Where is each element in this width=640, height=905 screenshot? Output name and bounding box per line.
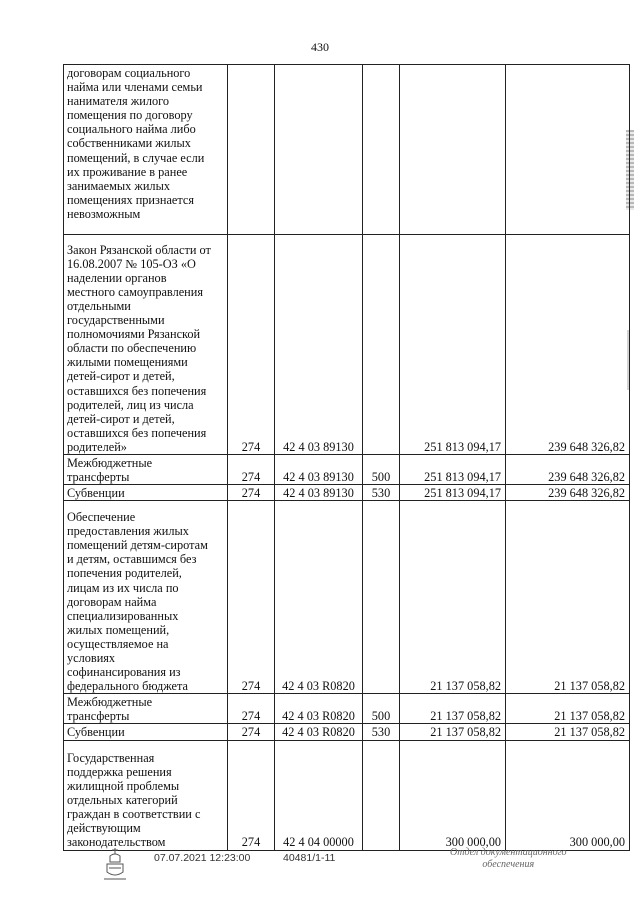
row-name-cell [64,65,228,235]
row-name-line: осуществляемое на [67,636,169,651]
code-cell: 274 [228,694,275,724]
expense-type-cell: 500 [363,694,400,724]
sum-year2-cell [506,65,630,235]
row-name-line: отдельных категорий [67,793,178,808]
table-row [64,235,630,455]
stamp-line: обеспечения [482,859,535,870]
target-article-cell: 42 4 03 R0820 [275,694,363,724]
row-name-line: условиях [67,651,116,665]
budget-table [63,64,630,851]
row-name-cell [64,740,228,850]
row-name-line: занимаемых жилых [67,178,170,193]
row-name-line: трансферты [67,709,130,724]
row-name-line: жилых помещений, [67,622,170,637]
row-name-line: Субвенции [67,725,125,740]
sum-year1-cell: 21 137 058,82 [400,694,506,724]
row-name-line: детей-сирот и детей, [67,369,175,384]
expense-type-cell [363,235,400,455]
table-row [64,501,630,694]
sum-year1-cell: 21 137 058,82 [400,501,506,694]
row-name-line: попечения родителей, [67,566,182,581]
row-name-line: граждан в соответствии с [67,807,201,822]
target-article-cell: 42 4 03 89130 [275,235,363,455]
table-row [64,724,630,740]
footer-doc-number: 40481/1-11 [283,852,336,864]
row-name-line: законодательством [67,835,166,850]
sum-year1-cell: 21 137 058,82 [400,724,506,740]
code-cell [228,65,275,235]
code-cell: 274 [228,235,275,455]
sum-year1-cell: 251 813 094,17 [400,235,506,455]
expense-type-cell [363,740,400,850]
code-cell: 274 [228,740,275,850]
row-name-line: помещений детям-сиротам [67,538,208,553]
row-name-line: нанимателя жилого [67,94,169,109]
row-name-line: предоставления жилых [67,524,189,539]
row-name-cell [64,694,228,724]
row-name-line: оставшихся без попечения [67,383,207,398]
target-article-cell [275,65,363,235]
row-name-line: лицам из их числа по [67,580,179,595]
row-name-line: действующим [67,821,141,836]
target-article-cell: 42 4 03 R0820 [275,501,363,694]
row-name-line: наделении органов [67,270,167,285]
footer-datetime: 07.07.2021 12:23:00 [154,852,251,864]
target-article-cell: 42 4 03 89130 [275,485,363,501]
row-name-line: родителей, лиц из числа [67,397,194,412]
row-name-line: трансферты [67,470,130,485]
table-row [64,485,630,501]
code-cell: 274 [228,485,275,501]
row-name-line: федерального бюджета [67,679,188,694]
row-name-line: жилыми помещениями [67,355,188,370]
sum-year2-cell: 239 648 326,82 [506,235,630,455]
target-article-cell: 42 4 03 89130 [275,455,363,485]
row-name-line: Государственная [67,750,155,765]
expense-type-cell: 530 [363,724,400,740]
row-name-line: Закон Рязанской области от [67,242,211,257]
row-name-line: помещения по договору [67,108,193,123]
row-name-line: Обеспечение [67,510,136,525]
department-stamp [450,847,567,871]
sum-year2-cell: 239 648 326,82 [506,455,630,485]
row-name-line: собственниками жилых [67,136,191,151]
row-name-line: социального найма либо [67,122,196,137]
row-name-line: Межбюджетные [67,456,153,470]
target-article-cell: 42 4 03 R0820 [275,724,363,740]
row-name-line: Межбюджетные [67,695,153,710]
row-name-line: отдельными [67,298,131,313]
sum-year2-cell: 21 137 058,82 [506,501,630,694]
sum-year1-cell: 300 000,00 [400,740,506,850]
table-row [64,455,630,485]
code-cell: 274 [228,501,275,694]
row-name-line: области по обеспечению [67,341,197,356]
table-row [64,694,630,724]
row-name-line: государственными [67,313,165,328]
coat-of-arms-icon [101,846,129,882]
row-name-line: помещениях признается [67,192,195,207]
row-name-line: Субвенции [67,486,125,501]
expense-type-cell: 530 [363,485,400,501]
row-name-line: найма или членами семьи [67,80,203,95]
sum-year1-cell: 251 813 094,17 [400,455,506,485]
sum-year2-cell: 239 648 326,82 [506,485,630,501]
row-name-cell [64,485,228,501]
code-cell: 274 [228,724,275,740]
row-name-line: оставшихся без попечения [67,425,207,440]
row-name-line: поддержка решения [67,765,172,779]
table-row [64,65,630,235]
row-name-line: невозможным [67,206,141,221]
row-name-line: местного самоуправления [67,284,203,299]
row-name-line: договорам найма [67,594,157,609]
sum-year1-cell [400,65,506,235]
stamp-line: Отдел документационного [450,847,567,858]
table-row [64,740,630,850]
row-name-line: специализированных [67,608,179,623]
row-name-line: помещений, в случае если [67,150,205,165]
row-name-cell [64,724,228,740]
row-name-line: договорам социального [67,66,191,80]
sum-year2-cell: 21 137 058,82 [506,694,630,724]
target-article-cell: 42 4 04 00000 [275,740,363,850]
row-name-line: 16.08.2007 № 105-ОЗ «О [67,256,196,271]
expense-type-cell: 500 [363,455,400,485]
sum-year2-cell: 300 000,00 [506,740,630,850]
row-name-line: их проживание в ранее [67,164,188,179]
row-name-line: и детям, оставшимся без [67,552,197,567]
row-name-cell [64,455,228,485]
sum-year1-cell: 251 813 094,17 [400,485,506,501]
expense-type-cell [363,65,400,235]
row-name-cell [64,501,228,694]
row-name-line: софинансирования из [67,665,181,680]
page-number: 430 [311,40,329,54]
row-name-line: родителей» [67,439,127,454]
expense-type-cell [363,501,400,694]
code-cell: 274 [228,455,275,485]
row-name-line: детей-сирот и детей, [67,411,175,426]
sum-year2-cell: 21 137 058,82 [506,724,630,740]
row-name-cell [64,235,228,455]
row-name-line: жилищной проблемы [67,779,180,794]
row-name-line: полномочиями Рязанской [67,327,201,342]
